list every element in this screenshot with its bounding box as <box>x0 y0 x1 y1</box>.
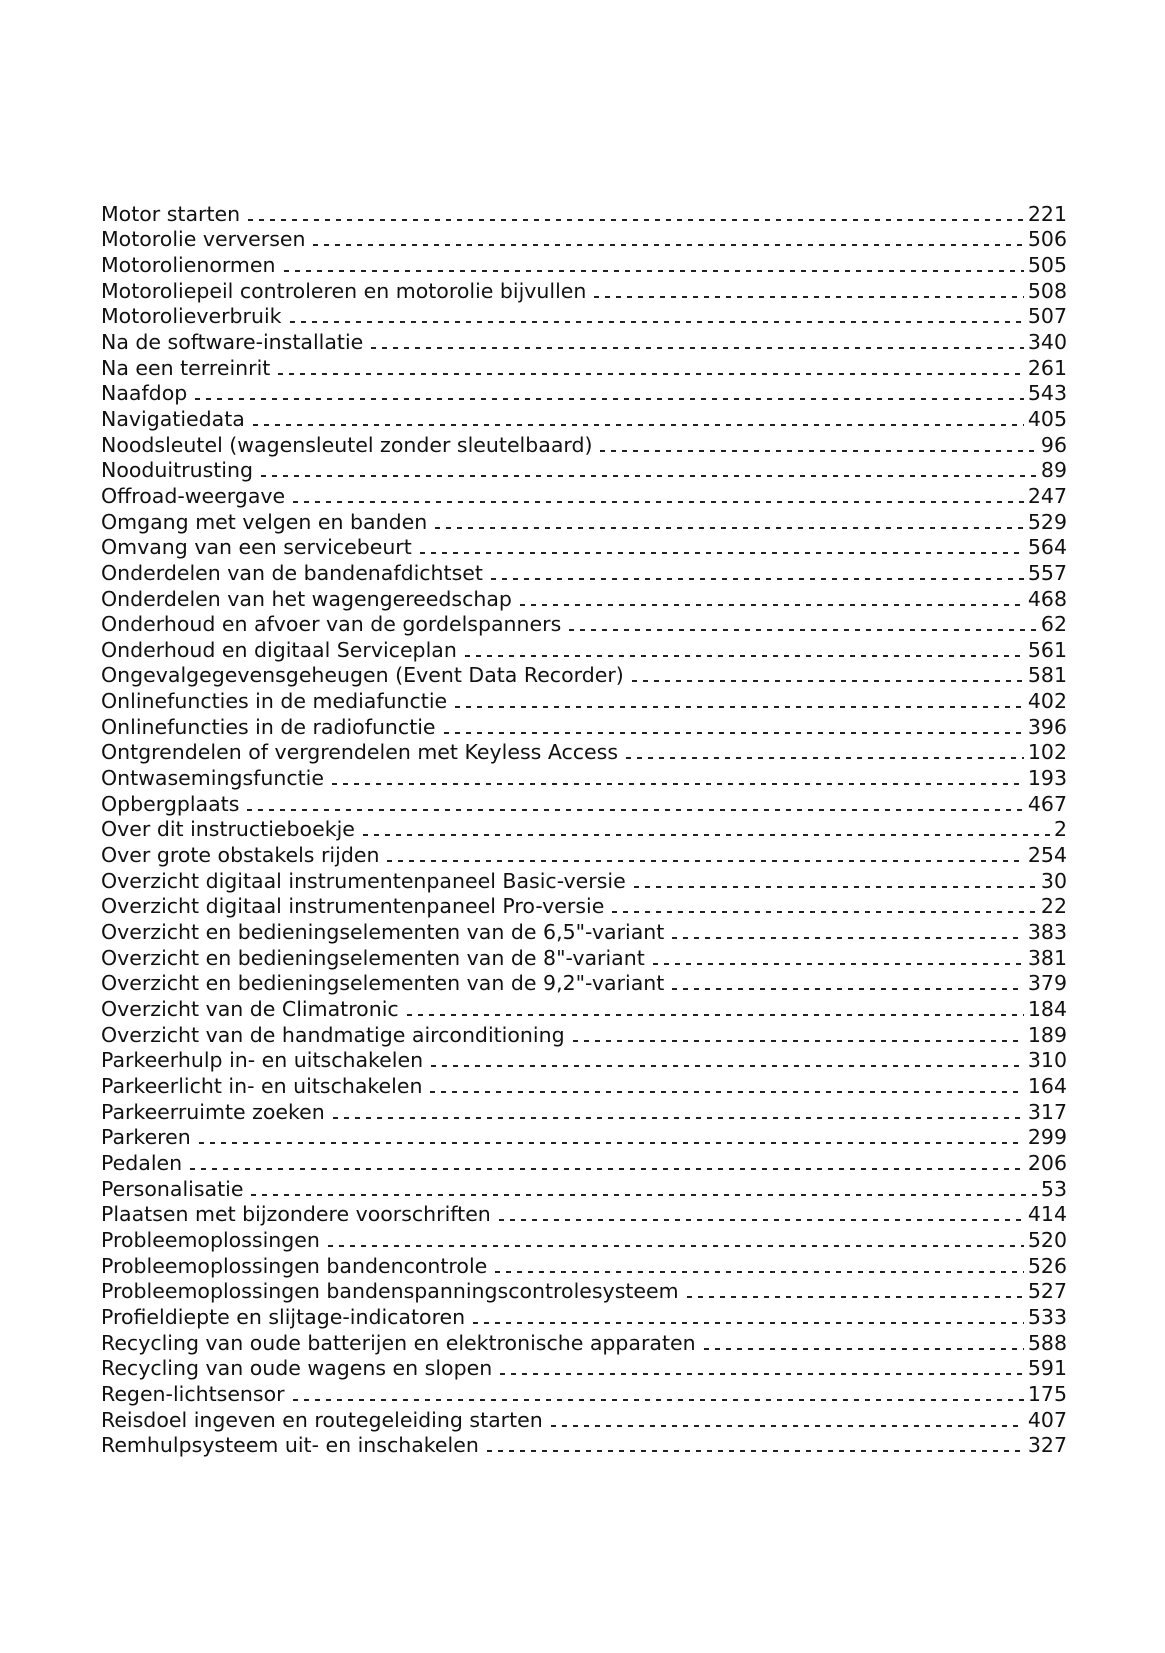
entry-title: Profieldiepte en slijtage-indicatoren <box>101 1304 466 1329</box>
index-entry <box>101 791 1067 817</box>
entry-page-number: 317 <box>1027 1099 1067 1124</box>
entry-page-number: 467 <box>1027 791 1067 816</box>
entry-title: Motorolieverbruik <box>101 304 282 329</box>
entry-page-number: 30 <box>1040 868 1067 893</box>
entry-page-number: 396 <box>1027 714 1067 739</box>
entry-page-number: 557 <box>1027 560 1067 585</box>
entry-title: Onlinefuncties in de mediafunctie <box>101 689 448 714</box>
entry-page-number: 22 <box>1040 894 1067 919</box>
entry-title: Personalisatie <box>101 1176 244 1201</box>
index-entry <box>101 688 1067 714</box>
entry-title: Onderhoud en afvoer van de gordelspanners <box>101 612 562 637</box>
entry-title: Navigatiedata <box>101 406 245 431</box>
index-entry <box>101 1279 1067 1305</box>
index-entry <box>101 996 1067 1022</box>
index-entry <box>101 740 1067 766</box>
index-entry <box>101 278 1067 304</box>
entry-page-number: 381 <box>1027 945 1067 970</box>
entry-page-number: 527 <box>1027 1279 1067 1304</box>
dot-leader <box>455 706 1024 708</box>
entry-title: Overzicht digitaal instrumentenpaneel Pro-versie <box>101 894 605 919</box>
dot-leader <box>672 988 1024 990</box>
index-list <box>101 201 1067 1458</box>
index-entry <box>101 945 1067 971</box>
dot-leader <box>444 732 1024 734</box>
entry-title: Noodsleutel (wagensleutel zonder sleutelbaard) <box>101 432 593 457</box>
index-entry <box>101 1176 1067 1202</box>
index-entry <box>101 1227 1067 1253</box>
index-entry <box>101 381 1067 407</box>
entry-title: Ontgrendelen of vergrendelen met Keyless Access <box>101 740 618 765</box>
entry-page-number: 247 <box>1027 483 1067 508</box>
entry-title: Offroad-weergave <box>101 483 286 508</box>
dot-leader <box>247 809 1023 811</box>
entry-title: Overzicht van de Climatronic <box>101 997 399 1021</box>
dot-leader <box>491 578 1024 580</box>
entry-title: Onderhoud en digitaal Serviceplan <box>101 637 457 662</box>
entry-page-number: 62 <box>1040 612 1067 637</box>
entry-title: Overzicht en bedieningselementen van de 9,2"-variant <box>101 971 665 996</box>
index-entry <box>101 406 1067 432</box>
dot-leader <box>333 1117 1024 1119</box>
index-entry <box>101 1150 1067 1176</box>
entry-page-number: 164 <box>1027 1073 1067 1098</box>
index-entry <box>101 1253 1067 1279</box>
entry-page-number: 53 <box>1040 1176 1067 1201</box>
entry-page-number: 206 <box>1027 1150 1067 1175</box>
entry-page-number: 89 <box>1040 458 1067 483</box>
entry-page-number: 175 <box>1027 1381 1067 1406</box>
dot-leader <box>499 1219 1024 1221</box>
entry-page-number: 402 <box>1027 689 1067 714</box>
index-entry <box>101 1048 1067 1074</box>
dot-leader <box>195 398 1024 400</box>
entry-page-number: 340 <box>1027 329 1067 354</box>
entry-title: Omgang met velgen en banden <box>101 509 428 534</box>
entry-page-number: 2 <box>1053 817 1067 842</box>
index-entry <box>101 329 1067 355</box>
dot-leader <box>387 860 1023 862</box>
index-entry <box>101 1099 1067 1125</box>
index-entry <box>101 894 1067 920</box>
index-entry <box>101 509 1067 535</box>
dot-leader <box>473 1322 1024 1324</box>
entry-title: Motorolienormen <box>101 252 276 277</box>
entry-page-number: 327 <box>1027 1433 1067 1458</box>
entry-page-number: 254 <box>1027 843 1067 868</box>
dot-leader <box>431 1065 1024 1067</box>
entry-page-number: 407 <box>1027 1407 1067 1432</box>
index-entry <box>101 586 1067 612</box>
dot-leader <box>363 834 1050 836</box>
entry-page-number: 383 <box>1027 920 1067 945</box>
entry-title: Ontwasemingsfunctie <box>101 766 324 791</box>
entry-title: Recycling van oude batterijen en elektronische apparaten <box>101 1330 696 1355</box>
index-entry <box>101 637 1067 663</box>
index-entry <box>101 1381 1067 1407</box>
index-entry <box>101 432 1067 458</box>
dot-leader <box>313 244 1023 246</box>
entry-page-number: 468 <box>1027 586 1067 611</box>
dot-leader <box>634 886 1037 888</box>
entry-title: Motoroliepeil controleren en motorolie bijvullen <box>101 278 587 303</box>
entry-page-number: 508 <box>1027 278 1067 303</box>
index-entry <box>101 535 1067 561</box>
dot-leader <box>248 219 1024 221</box>
dot-leader <box>626 757 1024 759</box>
index-entry <box>101 868 1067 894</box>
entry-page-number: 561 <box>1027 637 1067 662</box>
entry-title: Probleemoplossingen <box>101 1227 320 1252</box>
index-entry <box>101 842 1067 868</box>
dot-leader <box>420 552 1024 554</box>
dot-leader <box>594 296 1023 298</box>
dot-leader <box>573 1040 1024 1042</box>
index-entry <box>101 714 1067 740</box>
entry-title: Parkeerlicht in- en uitschakelen <box>101 1073 423 1098</box>
entry-page-number: 414 <box>1027 1202 1067 1227</box>
index-entry <box>101 1356 1067 1382</box>
entry-page-number: 405 <box>1027 406 1067 431</box>
index-entry <box>101 458 1067 484</box>
entry-page-number: 184 <box>1027 997 1067 1021</box>
dot-leader <box>435 527 1024 529</box>
dot-leader <box>278 373 1024 375</box>
entry-page-number: 193 <box>1027 766 1067 791</box>
dot-leader <box>293 1399 1024 1401</box>
entry-title: Parkeren <box>101 1125 191 1150</box>
index-entry <box>101 1407 1067 1433</box>
entry-title: Probleemoplossingen bandenspanningscontrolesysteem <box>101 1279 679 1304</box>
index-entry <box>101 483 1067 509</box>
index-entry <box>101 201 1067 227</box>
entry-title: Opbergplaats <box>101 791 240 816</box>
dot-leader <box>199 1142 1024 1144</box>
entry-page-number: 310 <box>1027 1048 1067 1073</box>
entry-title: Reisdoel ingeven en routegeleiding starten <box>101 1407 543 1432</box>
dot-leader <box>261 475 1037 477</box>
entry-page-number: 543 <box>1027 381 1067 406</box>
entry-title: Onderdelen van de bandenafdichtset <box>101 560 483 585</box>
dot-leader <box>632 680 1024 682</box>
entry-title: Parkeerhulp in- en uitschakelen <box>101 1048 424 1073</box>
index-entry <box>101 765 1067 791</box>
entry-title: Motor starten <box>101 201 241 226</box>
dot-leader <box>704 1348 1024 1350</box>
index-entry <box>101 817 1067 843</box>
dot-leader <box>253 424 1024 426</box>
dot-leader <box>251 1194 1036 1196</box>
entry-title: Over grote obstakels rijden <box>101 843 380 868</box>
entry-page-number: 221 <box>1027 201 1067 226</box>
entry-title: Onlinefuncties in de radiofunctie <box>101 714 436 739</box>
entry-title: Na de software-installatie <box>101 329 364 354</box>
entry-title: Na een terreinrit <box>101 355 271 380</box>
index-entry <box>101 560 1067 586</box>
entry-page-number: 261 <box>1027 355 1067 380</box>
entry-page-number: 581 <box>1027 663 1067 688</box>
dot-leader <box>653 963 1024 965</box>
dot-leader <box>290 321 1024 323</box>
index-entry <box>101 919 1067 945</box>
dot-leader <box>600 450 1036 452</box>
dot-leader <box>332 783 1024 785</box>
entry-title: Recycling van oude wagens en slopen <box>101 1356 493 1381</box>
entry-page-number: 533 <box>1027 1304 1067 1329</box>
entry-title: Remhulpsysteem uit- en inschakelen <box>101 1433 479 1458</box>
entry-page-number: 506 <box>1027 227 1067 252</box>
entry-page-number: 526 <box>1027 1253 1067 1278</box>
dot-leader <box>407 1014 1024 1016</box>
dot-leader <box>569 629 1037 631</box>
dot-leader <box>500 1373 1024 1375</box>
index-entry <box>101 304 1067 330</box>
entry-page-number: 505 <box>1027 252 1067 277</box>
index-entry <box>101 1304 1067 1330</box>
index-entry <box>101 355 1067 381</box>
dot-leader <box>328 1245 1024 1247</box>
index-entry <box>101 1073 1067 1099</box>
entry-page-number: 529 <box>1027 509 1067 534</box>
entry-page-number: 189 <box>1027 1022 1067 1047</box>
dot-leader <box>371 347 1024 349</box>
entry-title: Overzicht digitaal instrumentenpaneel Basic-versie <box>101 868 626 893</box>
entry-page-number: 588 <box>1027 1330 1067 1355</box>
dot-leader <box>465 655 1024 657</box>
entry-title: Overzicht en bedieningselementen van de 8"-variant <box>101 945 645 970</box>
entry-page-number: 102 <box>1027 740 1067 765</box>
entry-page-number: 591 <box>1027 1356 1067 1381</box>
entry-page-number: 507 <box>1027 304 1067 329</box>
dot-leader <box>672 937 1024 939</box>
entry-title: Over dit instructieboekje <box>101 817 355 842</box>
index-entry <box>101 1433 1067 1459</box>
entry-title: Parkeerruimte zoeken <box>101 1099 325 1124</box>
entry-title: Motorolie verversen <box>101 227 306 252</box>
dot-leader <box>487 1450 1024 1452</box>
entry-title: Nooduitrusting <box>101 458 253 483</box>
entry-page-number: 379 <box>1027 971 1067 996</box>
entry-title: Naafdop <box>101 381 188 406</box>
dot-leader <box>495 1271 1024 1273</box>
index-entry <box>101 663 1067 689</box>
dot-leader <box>190 1168 1024 1170</box>
entry-page-number: 299 <box>1027 1125 1067 1150</box>
entry-title: Regen-lichtsensor <box>101 1381 285 1406</box>
dot-leader <box>520 604 1024 606</box>
index-entry <box>101 1125 1067 1151</box>
entry-title: Overzicht van de handmatige airconditioning <box>101 1022 565 1047</box>
entry-title: Probleemoplossingen bandencontrole <box>101 1253 488 1278</box>
dot-leader <box>687 1296 1024 1298</box>
dot-leader <box>284 270 1024 272</box>
entry-page-number: 96 <box>1040 432 1067 457</box>
dot-leader <box>551 1425 1024 1427</box>
dot-leader <box>612 911 1037 913</box>
entry-page-number: 520 <box>1027 1227 1067 1252</box>
dot-leader <box>293 501 1024 503</box>
entry-title: Ongevalgegevensgeheugen (Event Data Recorder) <box>101 663 624 688</box>
entry-title: Overzicht en bedieningselementen van de 6,5"-variant <box>101 920 665 945</box>
index-entry <box>101 971 1067 997</box>
index-entry <box>101 1202 1067 1228</box>
entry-title: Omvang van een servicebeurt <box>101 535 412 560</box>
index-entry <box>101 227 1067 253</box>
index-entry <box>101 1022 1067 1048</box>
dot-leader <box>430 1091 1023 1093</box>
entry-page-number: 564 <box>1027 535 1067 560</box>
index-entry <box>101 1330 1067 1356</box>
entry-title: Plaatsen met bijzondere voorschriften <box>101 1202 491 1227</box>
index-entry <box>101 252 1067 278</box>
entry-title: Pedalen <box>101 1150 183 1175</box>
index-entry <box>101 612 1067 638</box>
entry-title: Onderdelen van het wagengereedschap <box>101 586 512 611</box>
